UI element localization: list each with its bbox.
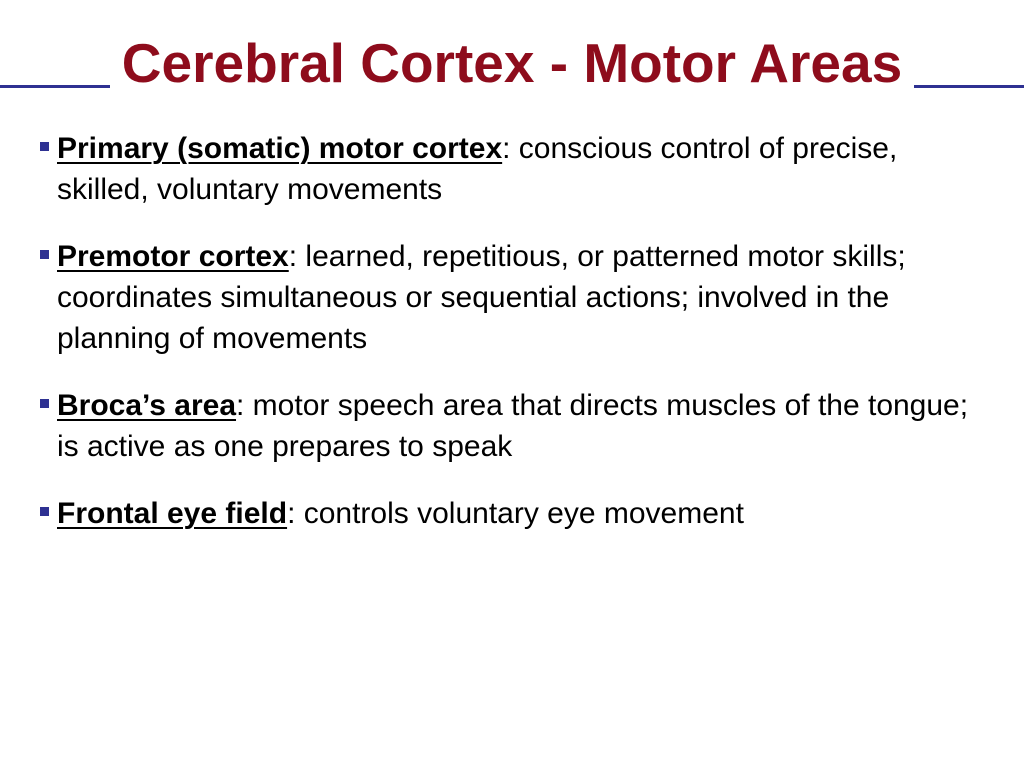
bullet-item-premotor-cortex [38, 236, 978, 359]
bullet-text: : conscious control of precise, skilled, voluntary movements [57, 132, 898, 206]
bullet-term: Primary (somatic) motor cortex [57, 132, 503, 165]
bullet-text: : controls voluntary eye movement [287, 497, 744, 530]
bullet-text: : motor speech area that directs muscles of the tongue; is active as one prepares to speak [57, 389, 969, 463]
bullet-term: Broca’s area [57, 389, 237, 422]
bullet-list [38, 128, 978, 560]
bullet-marker-icon [40, 399, 49, 408]
bullet-marker-icon [40, 507, 49, 516]
bullet-term: Frontal eye field [57, 497, 288, 530]
bullet-item-frontal-eye-field [38, 493, 978, 534]
slide-title-container [0, 28, 1024, 98]
bullet-marker-icon [40, 250, 49, 259]
slide-title: Cerebral Cortex - Motor Areas [110, 32, 914, 94]
bullet-item-brocas-area [38, 385, 978, 467]
bullet-marker-icon [40, 142, 49, 151]
bullet-text: : learned, repetitious, or patterned motor skills; coordinates simultaneous or sequential actions; involved in the planning of movements [57, 240, 906, 355]
bullet-term: Premotor cortex [57, 240, 289, 273]
bullet-item-primary-motor-cortex [38, 128, 978, 210]
